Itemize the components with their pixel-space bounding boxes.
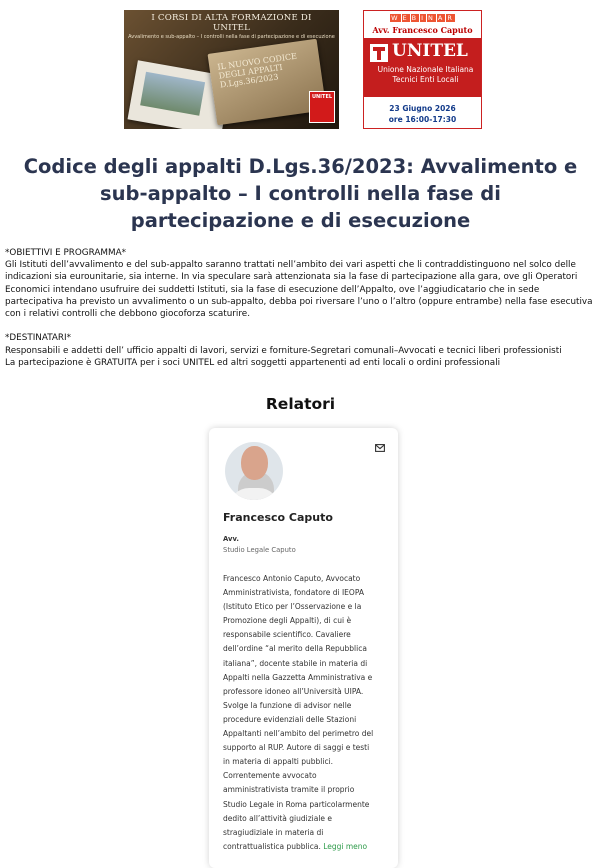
webinar-brand-block — [364, 38, 481, 97]
webinar-letter: W — [391, 14, 400, 22]
speaker-bio-text: Francesco Antonio Caputo, Avvocato Amministrativista, fondatore di IEOPA (Istituto Etico per l’Osservazione e la Promozione degli Appalti), di cui è responsabile scientifico. Cavaliere dell’ordine “al merito della Repubblica italiana”, docente stabile in materia di Appalti nella Gazzetta Amministrativa e professore idoneo all’Università UIPA. Svolge la funzione di advisor nelle procedure evidenziali delle Stazioni Appaltanti nell’ambito del perimetro del supporto al RUP. Autore di saggi e testi in materia di appalti pubblici. Correntemente avvocato amministrativista tramite il proprio Studio Legale in Roma particolarmente dedito all’attività giudiziale e stragiudiziale in materia di contrattualistica pubblica. — [223, 574, 374, 851]
webinar-datetime — [364, 103, 481, 125]
webinar-brand: UNITEL — [392, 41, 468, 61]
course-banner-subtitle: Avvalimento e sub-appalto – I controlli nella fase di partecipazione e di esecuzione — [128, 34, 335, 40]
webinar-letter: N — [428, 14, 435, 22]
webinar-letter: A — [437, 14, 445, 22]
objectives-text: Gli Istituti dell’avvalimento e del sub-appalto saranno trattati nell’ambito dei vari aspetti che li contraddistinguono nel solco delle indicazioni sia eurounitarie, sia interne. In via speculare sarà attenzionata sia la fase di partecipazione alla gara, ove gli Operatori Economici intendano usufruire dei suddetti Istituti, sia la fase di esecuzione dell’Appalto, ove l’aggiudicatario che in sede partecipativa ha previsto un avvalimento o un sub-appalto, debba poi riversare l’uno o l’altro (oppure entrambe) nella fase esecutiva con i relativi controlli che debbono giocoforza scaturire. — [5, 260, 593, 320]
webinar-org-name — [372, 65, 479, 85]
participation-text: La partecipazione è GRATUITA per i soci UNITEL ed altri soggetti appartenenti ad enti locali o ordini professionali — [5, 357, 501, 368]
course-banner-title-line2: UNITEL — [212, 23, 251, 33]
webinar-date: 23 Giugno 2026 — [389, 104, 456, 113]
objectives-heading: *OBIETTIVI E PROGRAMMA* — [5, 248, 126, 258]
webinar-letter: E — [402, 14, 409, 22]
course-banner-title-line1: I CORSI DI ALTA FORMAZIONE DI — [151, 13, 312, 23]
webinar-letter: B — [411, 14, 419, 22]
speaker-title: Avv. — [223, 535, 239, 543]
unitel-logo-icon — [370, 44, 388, 62]
banner-book-title: IL NUOVO CODICE DEGLI APPALTI D.Lgs.36/2023 — [216, 51, 298, 90]
webinar-org-line1: Unione Nazionale Italiana — [377, 65, 474, 74]
spacer — [5, 320, 595, 332]
audience-heading: *DESTINATARI* — [5, 333, 72, 344]
avatar — [225, 442, 283, 500]
webinar-letter: I — [421, 14, 426, 22]
speaker-organization: Studio Legale Caputo — [223, 546, 296, 554]
webinar-label — [364, 14, 481, 22]
course-description — [5, 247, 595, 369]
webinar-speaker: Avv. Francesco Caputo — [367, 25, 478, 36]
webinar-letter: R — [447, 14, 454, 22]
avatar-face — [241, 446, 268, 480]
webinar-time: ore 16:00-17:30 — [388, 115, 457, 124]
speaker-card — [209, 428, 398, 868]
webinar-org-line2: Tecnici Enti Locali — [392, 75, 459, 84]
read-less-link[interactable]: Leggi meno — [323, 841, 368, 851]
audience-text: Responsabili e addetti dell’ ufficio appalti di lavori, servizi e forniture-Segretari comunali–Avvocati e tecnici liberi professionisti — [5, 345, 562, 356]
speaker-name: Francesco Caputo — [223, 511, 333, 524]
course-banner-title — [124, 13, 339, 33]
speaker-bio — [223, 572, 378, 854]
speakers-heading: Relatori — [265, 395, 336, 413]
mail-icon[interactable] — [375, 444, 385, 452]
unitel-logo-icon — [309, 91, 335, 123]
webinar-banner-image — [363, 10, 482, 129]
page-title: Codice degli appalti D.Lgs.36/2023: Avvalimento e sub-appalto – I controlli nella fase di partecipazione e di esecuzione — [23, 155, 578, 232]
course-banner-image — [124, 10, 339, 129]
